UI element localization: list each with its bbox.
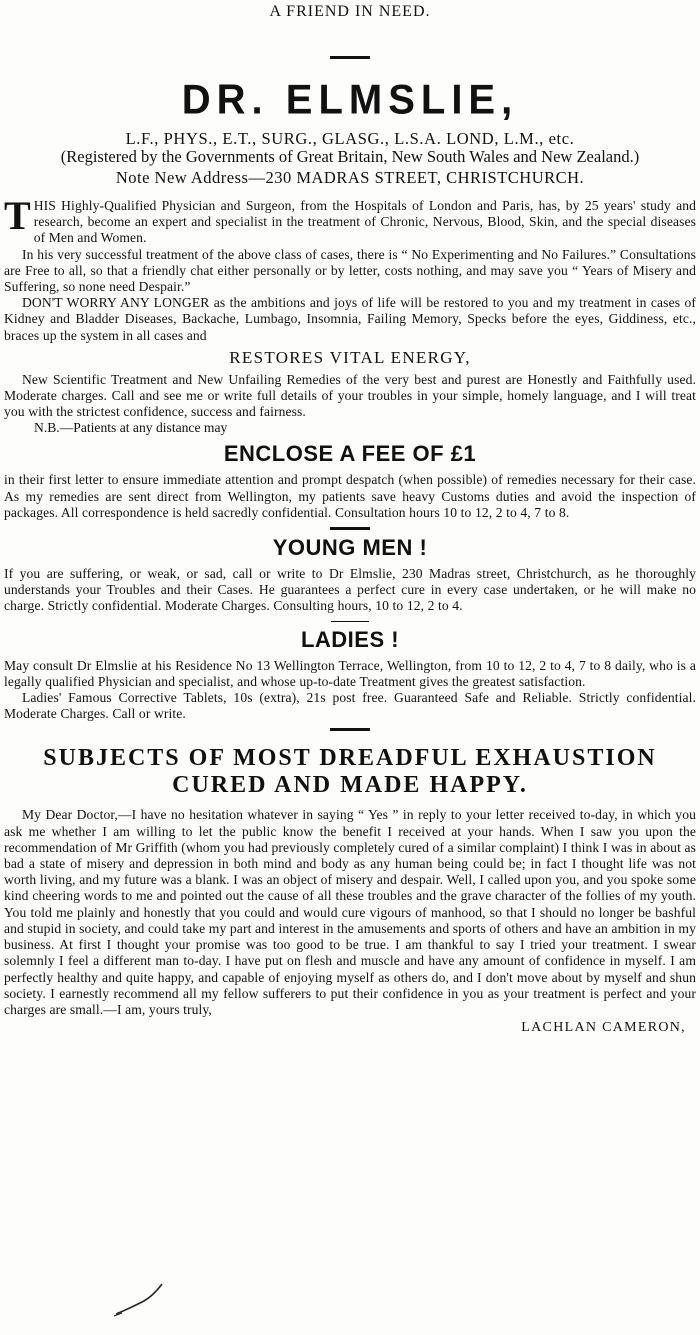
- separator-rule: [330, 527, 370, 530]
- header-title: A FRIEND IN NEED.: [269, 3, 431, 20]
- registration-note: (Registered by the Governments of Great Britain, New South Wales and New Zealand.): [60, 147, 640, 166]
- ladies-heading: LADIES !: [300, 626, 400, 652]
- testimonial-heading-line2: CURED AND MADE HAPPY.: [172, 772, 528, 799]
- separator-rule: [331, 621, 369, 622]
- separator-rule: [330, 728, 370, 731]
- testimonial-heading: [4, 745, 696, 799]
- doctor-credentials: L.F., PHYS., E.T., SURG., GLASG., L.S.A. LOND, L.M., etc.: [125, 129, 575, 148]
- ladies-paragraph: May consult Dr Elmslie at his Residence No 13 Wellington Terrace, Wellington, from 10 to 12, 2 to 4, 7 to 8 daily, who is a legally qualified Physician and specialist, and whose up-to-date Treatment gives the greatest satisfaction.: [4, 657, 696, 689]
- intro-section: [4, 193, 696, 344]
- young-men-paragraph: If you are suffering, or weak, or sad, call or write to Dr Elmslie, 230 Madras street, Christchurch, as he thoroughly understands your Troubles and their Cases. He guarantees a perfect cure in every case undertaken, or he will make no charge. Strictly confidential. Moderate Charges. Consulting hours, 10 to 12, 2 to 4.: [4, 566, 696, 614]
- doctor-address: Note New Address—230 MADRAS STREET, CHRISTCHURCH.: [115, 168, 585, 187]
- vital-energy-heading: RESTORES VITAL ENERGY,: [229, 347, 471, 367]
- testimonial-letter: My Dear Doctor,—I have no hesitation whatever in saying “ Yes ” in reply to your letter received to-day, in which you ask me whether I am willing to let the public know the benefit I received at your hands. When I saw you upon the recommendation of Mr Griffith (whom you had previously completely cured of a similar complaint) I think I was in about as bad a state of misery and depression in both mind and body as any human being could be; in fact I thought life was not worth living, and my future was a blank. I was an object of misery and despair. Well, I called upon you, and you spoke some kind cheering words to me and pointed out the cause of all these troubles and the grave character of the follies of my youth. You told me plainly and honestly that you could and would cure vigours of manhood, so that I should no longer be bashful and stupid in society, and could take my part and interest in the amusements and sports of others and have an ambition in my business. At first I thought your promise was too good to be true. I am thankful to say I tried your treatment. I swear solemnly I feel a different man to-day. I have put on flesh and muscle and have any amount of confidence in myself. I am perfectly healthy and quite happy, and capable of enjoying myself as others do, and I don't move about by myself and shun society. I earnestly recommend all my fellow sufferers to put their confidence in you as your treatment is perfect and your charges are small.—I am, yours truly,: [4, 807, 696, 1017]
- drop-cap: T: [4, 193, 31, 238]
- testimonial-heading-line1: SUBJECTS OF MOST DREADFUL EXHAUSTION: [43, 745, 657, 772]
- vital-energy-paragraph: New Scientific Treatment and New Unfailing Remedies of the very best and purest are Honestly and Faithfully used. Moderate charges. Call and see me or write full details of your troubles in your simple, homely language, and I will treat you with the strictest confidence, success and fairness.: [4, 371, 696, 420]
- young-men-heading: YOUNG MEN !: [272, 535, 428, 561]
- dont-worry-paragraph: DON'T WORRY ANY LONGER as the ambitions and joys of life will be restored to you and my treatment in cases of Kidney and Bladder Diseases, Backache, Lumbago, Insomnia, Failing Memory, Specks before the eyes, Giddiness, etc., braces up the system in all cases and: [4, 295, 696, 343]
- nb-note: N.B.—Patients at any distance may: [34, 420, 228, 436]
- ink-flourish-mark: [112, 1280, 172, 1320]
- experimenting-paragraph: In his very successful treatment of the above class of cases, there is “ No Experimenting and No Failures.” Consultations are Free to all, so that a friendly chat either personally or by letter, costs nothing, and may save you “ Years of Misery and Suffering, so none need Despair.”: [4, 246, 696, 295]
- testimonial-signature: LACHLAN CAMERON,: [521, 1020, 686, 1036]
- advertisement-page: [0, 2, 700, 1335]
- separator-rule: [330, 56, 370, 59]
- intro-paragraph: HIS Highly-Qualified Physician and Surgeon, from the Hospitals of London and Paris, has, by 25 years' study and research, become an expert and specialist in the treatment of Chronic, Nervous, Blood, Skin, and the special diseases of Men and Women.: [33, 198, 696, 246]
- tablets-paragraph: Ladies' Famous Corrective Tablets, 10s (extra), 21s post free. Guaranteed Safe and Reliable. Strictly confidential. Moderate Charges. Call or write.: [4, 690, 696, 722]
- doctor-name: DR. ELMSLIE,: [181, 76, 519, 124]
- fee-paragraph: in their first letter to ensure immediate attention and prompt despatch (when possible) of remedies necessary for their case. As my remedies are sent direct from Wellington, my patients save heavy Customs duties and avoid the inspection of packages. All correspondence is held sacredly confidential. Consultation hours 10 to 12, 2 to 4, 7 to 8.: [4, 472, 696, 520]
- fee-heading: ENCLOSE A FEE OF £1: [223, 441, 477, 467]
